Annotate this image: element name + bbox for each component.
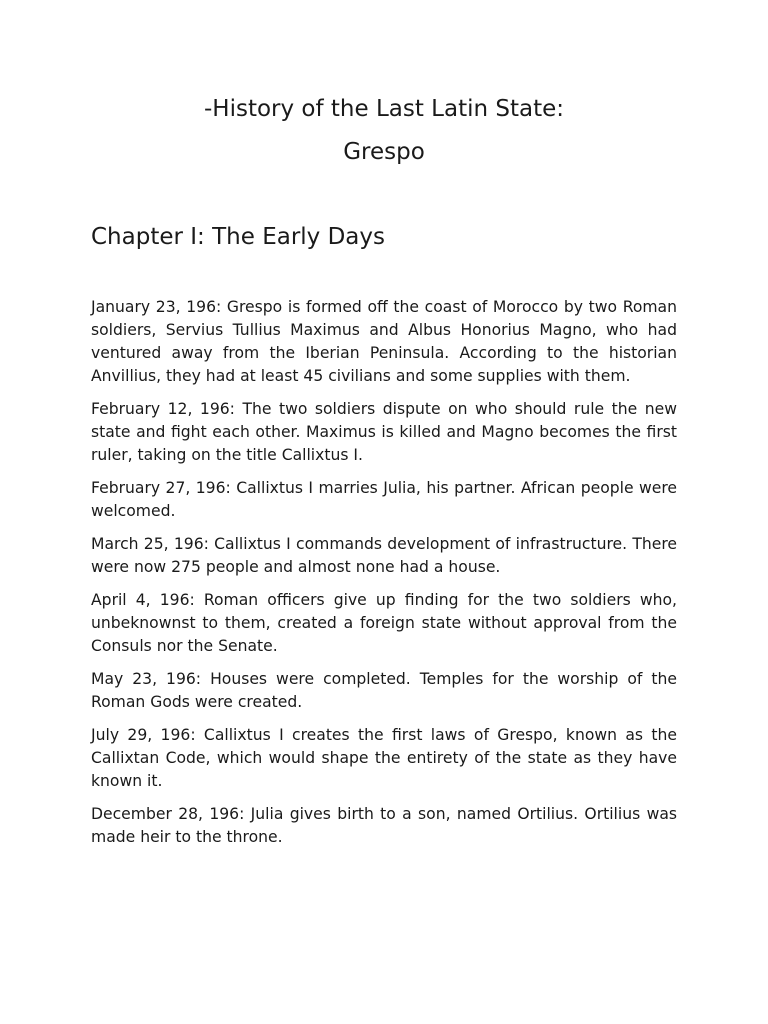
- chronology-entry: March 25, 196: Callixtus I commands development of infrastructure. There were now 275 people and almost none had a house.: [91, 535, 677, 576]
- document-title-line-2: Grespo: [343, 139, 425, 165]
- chronology-entry: January 23, 196: Grespo is formed off the coast of Morocco by two Roman soldiers, Servius Tullius Maximus and Albus Honorius Magno, who had ventured away from the Iberian Peninsula. According to the historian Anvillius, they had at least 45 civilians and some supplies with them.: [91, 298, 677, 385]
- chronology-entry: December 28, 196: Julia gives birth to a son, named Ortilius. Ortilius was made heir to the throne.: [91, 805, 677, 846]
- document-title-line-1: -History of the Last Latin State:: [203, 96, 565, 122]
- chronology-entry: April 4, 196: Roman officers give up finding for the two soldiers who, unbeknownst to them, created a foreign state without approval from the Consuls nor the Senate.: [91, 591, 677, 655]
- chronology-entries: [91, 296, 677, 859]
- chronology-entry: May 23, 196: Houses were completed. Temples for the worship of the Roman Gods were created.: [91, 670, 677, 711]
- chronology-entry: February 12, 196: The two soldiers dispute on who should rule the new state and fight each other. Maximus is killed and Magno becomes the first ruler, taking on the title Callixtus I.: [91, 400, 677, 464]
- chronology-entry: July 29, 196: Callixtus I creates the first laws of Grespo, known as the Callixtan Code, which would shape the entirety of the state as they have known it.: [91, 726, 677, 790]
- chronology-entry: February 27, 196: Callixtus I marries Julia, his partner. African people were welcomed.: [91, 479, 677, 520]
- chapter-heading: Chapter I: The Early Days: [91, 224, 385, 250]
